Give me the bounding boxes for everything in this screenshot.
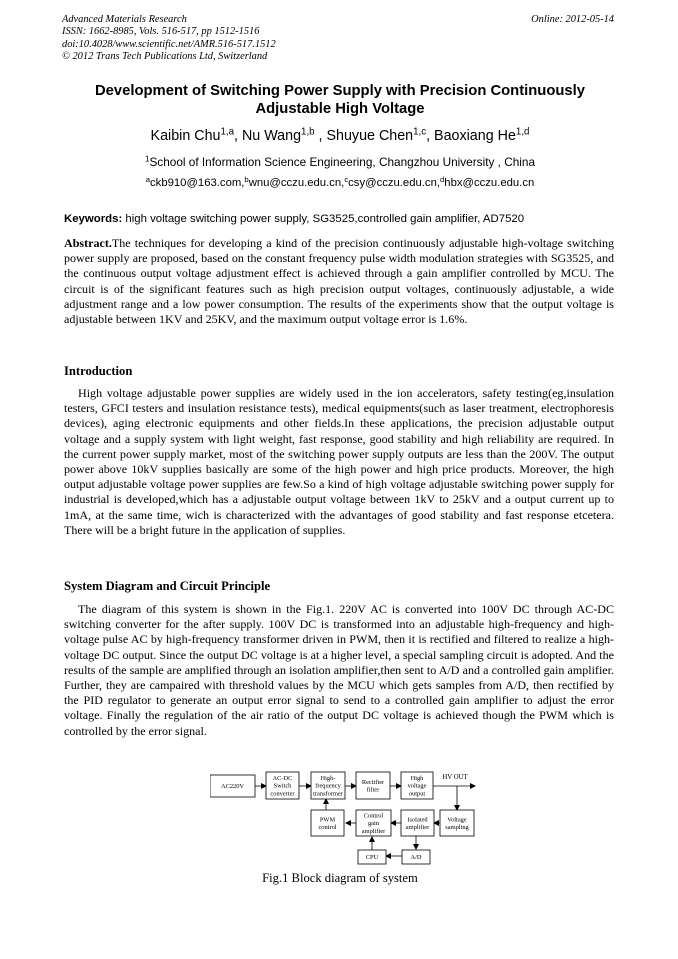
block-label: amplifier	[361, 827, 386, 835]
block-rect	[356, 772, 390, 799]
block-label: AC220V	[220, 783, 245, 791]
block-label: amplifier	[405, 824, 430, 831]
block-label: filter	[366, 786, 380, 794]
author-name: Baoxiang He	[434, 128, 516, 144]
affiliation-text: School of Information Science Engineering, Changzhou University , China	[149, 155, 536, 169]
email-address[interactable]: hbx@cczu.edu.cn	[444, 177, 535, 189]
email-superscript: a	[145, 174, 151, 184]
author-list	[60, 128, 620, 144]
author-separator: ,	[314, 128, 327, 144]
block-label: control	[318, 824, 337, 831]
section-heading-introduction: Introduction	[64, 364, 133, 378]
online-date: Online: 2012-05-14	[531, 14, 614, 25]
email-list	[60, 174, 620, 189]
block-diagram-figure	[210, 768, 480, 868]
block-label: AC-DC	[272, 775, 293, 783]
paper-title: Development of Switching Power Supply with Precision Continuously Adjustable High Voltage	[95, 83, 585, 117]
section-heading-system-diagram: System Diagram and Circuit Principle	[64, 579, 271, 593]
keywords	[64, 213, 619, 225]
abstract-text: The techniques for developing a kind of the precision continuously adjustable high-voltage switching power supply are proposed, based on the constant frequency pulse width modulation strategies with SG3525, and the continuous output voltage adjustment effect is achieved through a gain amplifier controlled by MCU. The circuit is of the significant features such as high precision output voltages, continuously adjustable, a wide adjustment range and a low power consumption. The results of the experiments show that the output voltage is adjustable between 1KV and 25KV, and the maximum output voltage error is 1.6%.	[64, 236, 614, 327]
block-label: converter	[270, 790, 295, 798]
copyright-line: © 2012 Trans Tech Publications Ltd, Switzerland	[62, 50, 268, 62]
block-pwm	[311, 810, 344, 836]
affiliation-superscript: 1	[144, 154, 150, 164]
author-superscript: 1,a	[220, 126, 235, 138]
author-separator: ,	[234, 128, 242, 144]
author-name: Nu Wang	[241, 128, 302, 144]
author-superscript: 1,b	[301, 126, 315, 138]
email-address[interactable]: wnu@cczu.edu.cn,	[248, 177, 345, 189]
block-label: A/D	[410, 854, 422, 862]
author-separator: ,	[426, 128, 435, 144]
figure-caption: Fig.1 Block diagram of system	[262, 871, 418, 885]
author-superscript: 1,d	[515, 126, 530, 138]
block-label: Voltage	[447, 816, 467, 824]
block-label: Rectifier	[361, 778, 385, 786]
issn-line: ISSN: 1662-8985, Vols. 516-517, pp 1512-1516	[62, 26, 260, 38]
author-name: Shuyue Chen	[326, 128, 414, 144]
abstract	[64, 236, 614, 327]
system-diagram-paragraph: The diagram of this system is shown in the Fig.1. 220V AC is converted into 100V DC through AC-DC switching converter for the after supply. 100V DC is transformed into an adjustable high-frequency and high-voltage pulse AC by high-frequency transformer driven in PWM, then it is rectified and filtered to realize a high-voltage DC output. Since the output DC voltage is at a higher level, a special sampling circuit is adopted. And the results of the sample are amplified through an isolation amplifier,then sent to A/D and a controlled gain amplifier. Further, they are campaired with threshold values by the MCU which gets samples from A/D, then rectified by the PID regulator to generate an output error signal to send to a controlled gain amplifier to adjust the error voltage. Finally the regulation of the air ratio of the output DC voltage is achieved though the PWM which is controlled by the error signal.	[64, 602, 614, 738]
email-superscript: b	[244, 174, 249, 184]
block-vsamp	[440, 810, 474, 836]
affiliation	[60, 155, 620, 169]
email-superscript: c	[344, 174, 349, 184]
abstract-label: Abstract.	[64, 236, 112, 250]
email-superscript: d	[440, 174, 445, 184]
hv-out-label: HV OUT	[442, 774, 468, 781]
block-hvout	[401, 772, 433, 799]
block-label: gain	[367, 820, 380, 828]
block-label: Switch	[273, 782, 292, 790]
journal-header	[62, 14, 276, 63]
block-ad	[402, 850, 430, 864]
block-label: High-	[320, 775, 336, 783]
block-cga	[356, 810, 391, 836]
keywords-text: high voltage switching power supply, SG3525,controlled gain amplifier, AD7520	[122, 213, 525, 225]
block-ac220v	[210, 775, 255, 797]
journal-name: Advanced Materials Research	[62, 14, 187, 25]
block-label: voltage	[407, 782, 427, 790]
block-label: PWM	[319, 816, 336, 824]
block-cpu	[358, 850, 386, 864]
block-acdc	[266, 772, 299, 799]
author-superscript: 1,c	[413, 126, 427, 138]
doi-line[interactable]: doi:10.4028/www.scientific.net/AMR.516-517.1512	[62, 38, 276, 50]
block-label: sampling	[445, 824, 469, 831]
block-label: Isolated	[407, 816, 428, 824]
email-address[interactable]: ckb910@163.com,	[150, 177, 245, 189]
block-label: Control	[363, 812, 384, 820]
block-label: CPU	[365, 854, 379, 862]
block-label: frequency	[315, 782, 341, 790]
keywords-label: Keywords:	[64, 213, 123, 225]
email-address[interactable]: csy@cczu.edu.cn,	[348, 177, 440, 189]
block-iso	[401, 810, 434, 836]
author-name: Kaibin Chu	[150, 128, 221, 144]
introduction-paragraph: High voltage adjustable power supplies are widely used in the ion accelerators, safety testing(eg,insulation testers, GFCI testers and insulation resistance tests), medical equipments(such as laser treatment, electrophoresis devices), aging electronic equipments and other fields.In these applications, the precision adjustable output voltage and a supply system with light weight, fast response, good stability and high reliability are required. In the current power supply market, most of the switching power supply outputs are less than the 200V. The output power above 10kV supplies basically are some of the high power and high price products. Moreover, the high output adjustable voltage power supplies are few.So a kind of high voltage adjustable switching power supply for industrial is developed,which has a adjustable output voltage between 1kV to 25kV and a output current up to 1mA, at the same time, wich is characterized with the advantages of good stability and fast response etcetera. There will be a bright future in the application of supplies.	[64, 386, 614, 537]
block-hftrans	[311, 772, 345, 799]
block-label: transformer	[313, 790, 343, 798]
block-label: output	[408, 790, 426, 798]
block-label: High	[410, 775, 424, 783]
